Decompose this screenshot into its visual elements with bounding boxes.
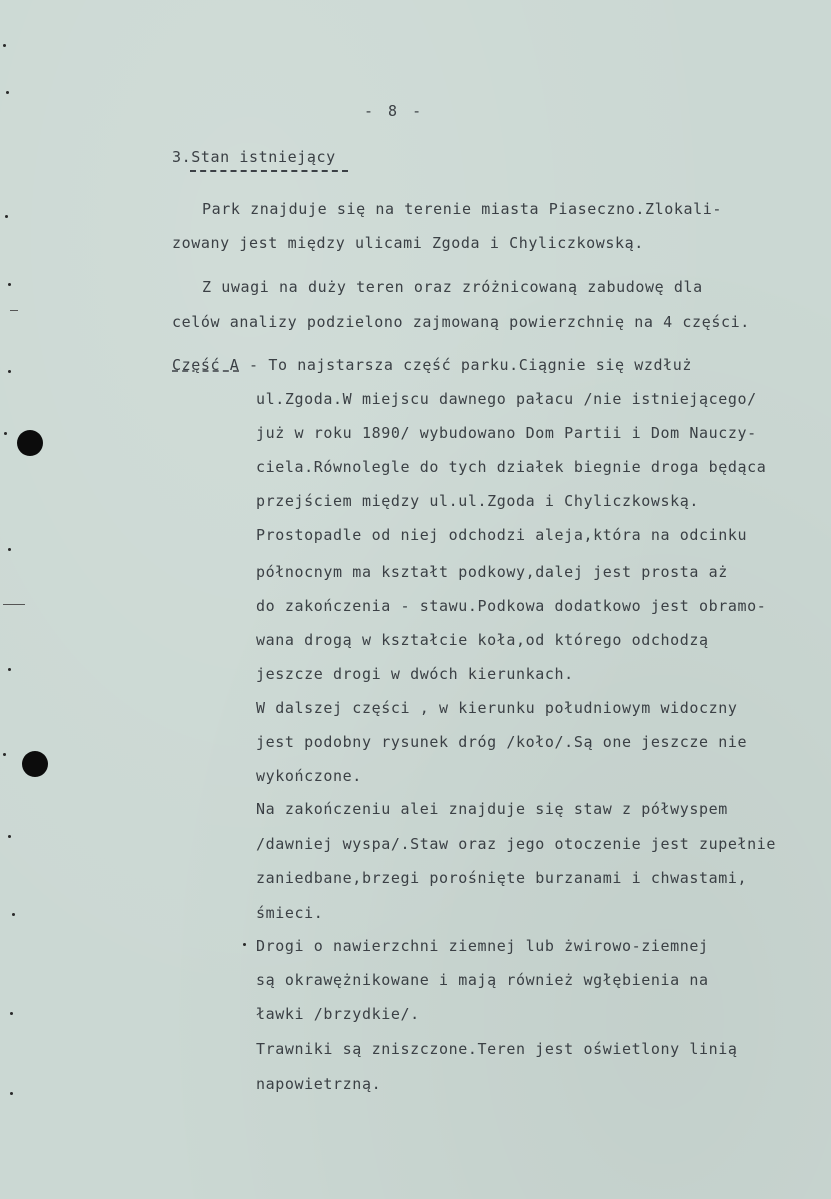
section-a-line: śmieci. [256, 904, 324, 922]
margin-mark [8, 548, 11, 551]
margin-mark [5, 215, 8, 218]
section-a-line: wana drogą w kształcie koła,od którego odchodzą [256, 631, 709, 649]
paragraph-line: Z uwagi na duży teren oraz zróżnicowaną zabudowę dla [202, 278, 703, 296]
section-a-line: jeszcze drogi w dwóch kierunkach. [256, 665, 574, 683]
section-a-line: Na zakończeniu alei znajduje się staw z półwyspem [256, 800, 728, 818]
margin-mark [8, 835, 11, 838]
margin-mark [3, 604, 25, 605]
margin-mark [10, 310, 18, 311]
punch-hole [17, 430, 43, 456]
section-a-line: W dalszej części , w kierunku południowym widoczny [256, 699, 738, 717]
margin-mark [10, 1092, 13, 1095]
section-heading: 3.Stan istniejący [172, 148, 336, 166]
margin-mark [8, 283, 11, 286]
section-a-intro [172, 356, 692, 374]
margin-mark [4, 432, 7, 435]
section-a-line: są okrawężnikowane i mają również wgłębienia na [256, 971, 709, 989]
paragraph-line: Park znajduje się na terenie miasta Piaseczno.Zlokali- [202, 200, 723, 218]
section-a-label: Część A [172, 356, 240, 374]
section-a-line: przejściem między ul.ul.Zgoda i Chyliczkowską. [256, 492, 700, 510]
section-a-line: do zakończenia - stawu.Podkowa dodatkowo jest obramo- [256, 597, 767, 615]
margin-mark [3, 44, 6, 47]
margin-mark [12, 913, 15, 916]
section-a-line: już w roku 1890/ wybudowano Dom Partii i Dom Nauczy- [256, 424, 757, 442]
section-a-line: /dawniej wyspa/.Staw oraz jego otoczenie jest zupełnie [256, 835, 777, 853]
margin-mark [6, 91, 9, 94]
section-a-line: zaniedbane,brzegi porośnięte burzanami i chwastami, [256, 869, 748, 887]
section-a-first-line: - To najstarsza część parku.Ciągnie się wzdłuż [239, 356, 693, 374]
section-a-line: ciela.Równolegle do tych działek biegnie droga będąca [256, 458, 767, 476]
margin-mark [8, 370, 11, 373]
margin-mark [243, 943, 246, 946]
heading-underline [190, 170, 348, 172]
section-a-line: napowietrzną. [256, 1075, 382, 1093]
paragraph-line: zowany jest między ulicami Zgoda i Chyliczkowską. [172, 234, 644, 252]
margin-mark [8, 668, 11, 671]
section-a-line: ławki /brzydkie/. [256, 1005, 420, 1023]
punch-hole [22, 751, 48, 777]
section-a-line: ul.Zgoda.W miejscu dawnego pałacu /nie istniejącego/ [256, 390, 757, 408]
paragraph-line: celów analizy podzielono zajmowaną powierzchnię na 4 części. [172, 313, 750, 331]
margin-mark [3, 753, 6, 756]
section-a-line: Drogi o nawierzchni ziemnej lub żwirowo-ziemnej [256, 937, 709, 955]
section-a-line: jest podobny rysunek dróg /koło/.Są one jeszcze nie [256, 733, 748, 751]
section-a-line: Prostopadle od niej odchodzi aleja,która na odcinku [256, 526, 748, 544]
section-a-line: Trawniki są zniszczone.Teren jest oświetlony linią [256, 1040, 738, 1058]
margin-mark [10, 1012, 13, 1015]
section-a-line: północnym ma kształt podkowy,dalej jest prosta aż [256, 563, 728, 581]
page-number: - 8 - [364, 102, 425, 120]
section-a-line: wykończone. [256, 767, 362, 785]
